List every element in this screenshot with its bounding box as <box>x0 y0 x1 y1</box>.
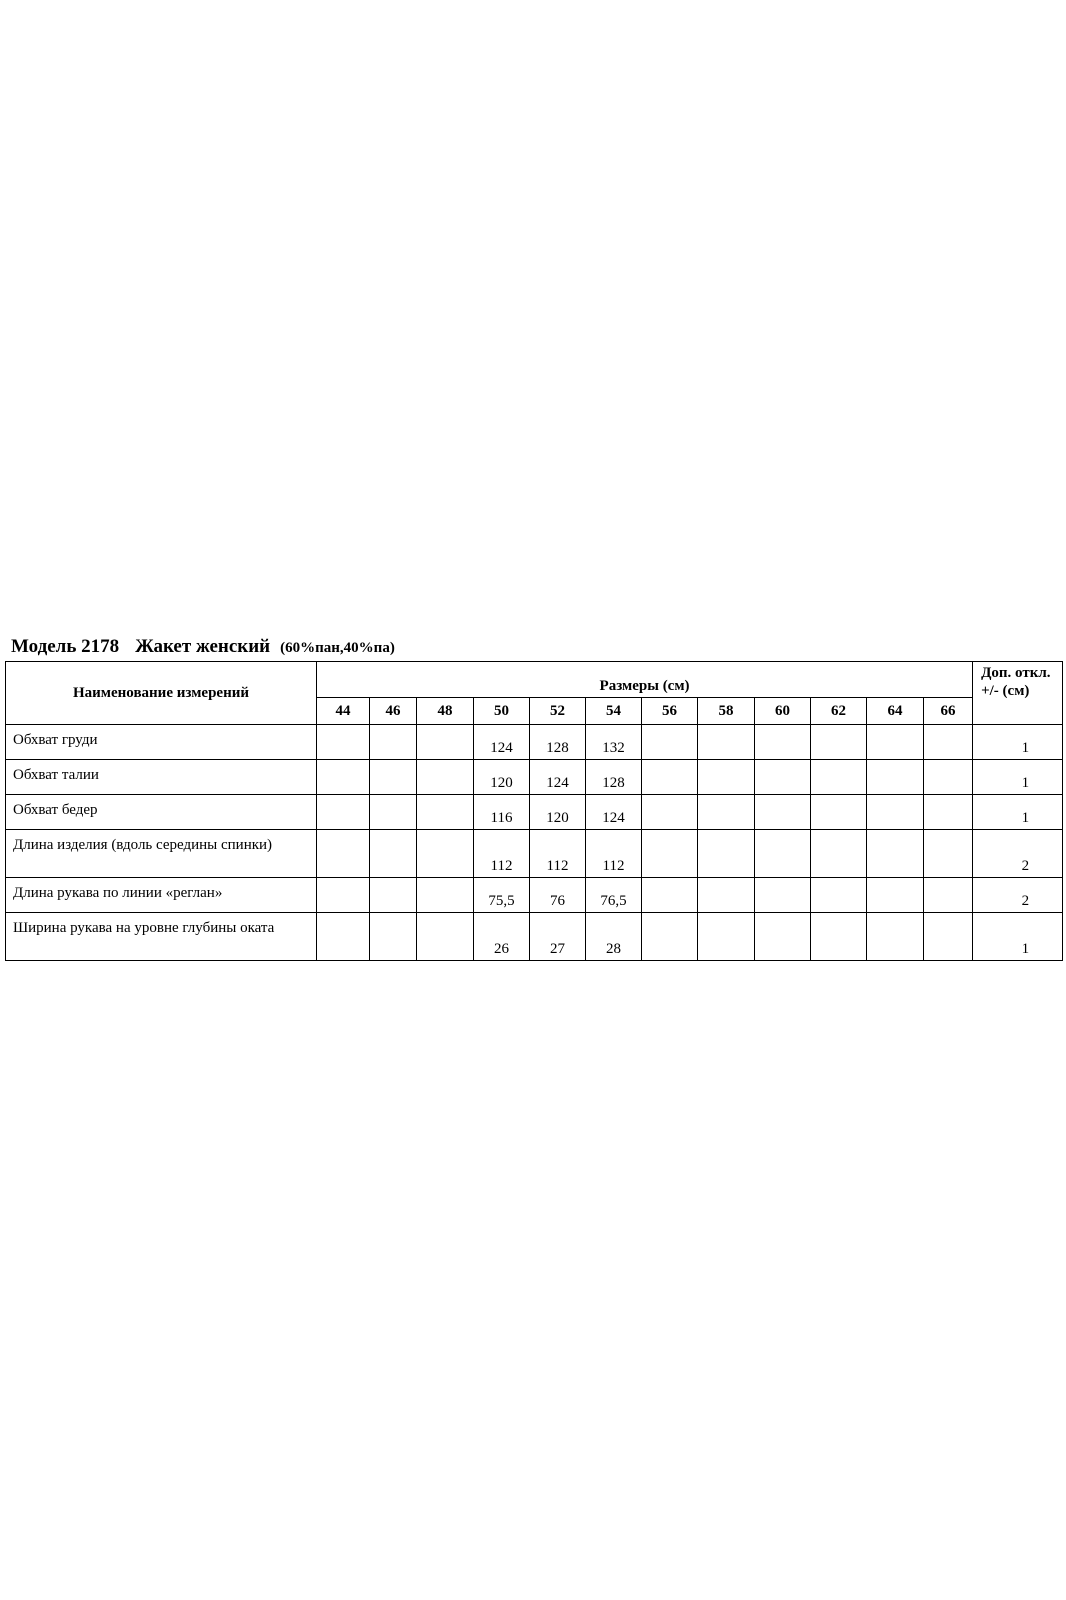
measurement-value-cell <box>924 725 973 760</box>
measurement-value-cell <box>417 830 474 878</box>
measurement-value-cell <box>755 795 811 830</box>
size-header-cell: 44 <box>317 698 370 725</box>
measurement-value-cell <box>317 913 370 961</box>
measurement-value-cell <box>698 830 755 878</box>
measurement-value-cell <box>698 913 755 961</box>
measurement-value-cell <box>867 878 924 913</box>
tolerance-value-cell: 1 <box>973 760 1063 795</box>
size-header-cell: 52 <box>530 698 586 725</box>
size-header-cell: 48 <box>417 698 474 725</box>
measurement-value-cell <box>698 878 755 913</box>
tolerance-value-cell: 1 <box>973 795 1063 830</box>
table-row <box>6 913 1063 961</box>
measurement-value-cell <box>698 725 755 760</box>
model-number: Модель 2178 <box>11 636 120 657</box>
measurement-value-cell <box>924 795 973 830</box>
page-title <box>11 636 395 658</box>
measurement-value-cell <box>867 725 924 760</box>
measurement-value-cell <box>811 913 867 961</box>
measurement-value-cell <box>867 760 924 795</box>
measurement-value-cell <box>867 830 924 878</box>
measurement-value-cell <box>867 795 924 830</box>
measurement-value-cell <box>417 725 474 760</box>
measurement-label: Обхват талии <box>6 760 317 795</box>
measurement-value-cell <box>642 760 698 795</box>
measurement-value-cell <box>811 878 867 913</box>
size-header-cell: 54 <box>586 698 642 725</box>
measurement-value-cell <box>642 795 698 830</box>
measurement-value-cell <box>811 760 867 795</box>
size-chart-table <box>5 661 1063 961</box>
size-header-cell: 64 <box>867 698 924 725</box>
measurement-value-cell: 124 <box>586 795 642 830</box>
measurement-value-cell <box>317 795 370 830</box>
measurement-value-cell <box>755 913 811 961</box>
measurement-value-cell <box>924 913 973 961</box>
measurement-value-cell: 76 <box>530 878 586 913</box>
measurement-value-cell: 132 <box>586 725 642 760</box>
measurement-value-cell: 128 <box>530 725 586 760</box>
measurement-value-cell <box>755 830 811 878</box>
measurement-value-cell <box>317 830 370 878</box>
measurement-value-cell <box>924 878 973 913</box>
table-row <box>6 760 1063 795</box>
size-header-cell: 66 <box>924 698 973 725</box>
measurement-value-cell <box>417 760 474 795</box>
measurement-value-cell: 112 <box>474 830 530 878</box>
measurement-value-cell: 76,5 <box>586 878 642 913</box>
table-row <box>6 725 1063 760</box>
sizes-header: Размеры (см) <box>317 662 973 698</box>
measurement-value-cell <box>317 760 370 795</box>
measurement-name-header: Наименование измерений <box>6 662 317 725</box>
measurement-value-cell: 124 <box>530 760 586 795</box>
measurement-label: Обхват груди <box>6 725 317 760</box>
measurement-value-cell <box>924 760 973 795</box>
measurement-value-cell: 26 <box>474 913 530 961</box>
measurement-value-cell <box>642 830 698 878</box>
measurement-value-cell: 128 <box>586 760 642 795</box>
fabric-composition: (60%пан,40%па) <box>280 640 395 656</box>
measurement-value-cell <box>642 913 698 961</box>
size-header-cell: 58 <box>698 698 755 725</box>
measurement-value-cell <box>370 760 417 795</box>
measurement-value-cell <box>417 913 474 961</box>
measurement-value-cell: 116 <box>474 795 530 830</box>
measurement-value-cell <box>642 878 698 913</box>
measurement-label: Ширина рукава на уровне глубины оката <box>6 913 317 961</box>
measurement-value-cell: 124 <box>474 725 530 760</box>
measurement-value-cell <box>698 760 755 795</box>
product-name: Жакет женский <box>135 636 271 657</box>
measurement-value-cell <box>370 913 417 961</box>
tolerance-value-cell: 2 <box>973 878 1063 913</box>
measurement-label: Обхват бедер <box>6 795 317 830</box>
size-header-cell: 50 <box>474 698 530 725</box>
measurement-value-cell <box>755 725 811 760</box>
measurement-value-cell <box>811 725 867 760</box>
size-header-cell: 56 <box>642 698 698 725</box>
size-header-cell: 60 <box>755 698 811 725</box>
measurement-value-cell: 120 <box>530 795 586 830</box>
measurement-value-cell <box>417 878 474 913</box>
table-row <box>6 795 1063 830</box>
measurement-value-cell <box>755 878 811 913</box>
measurement-value-cell: 112 <box>586 830 642 878</box>
measurement-value-cell <box>370 878 417 913</box>
measurement-label: Длина изделия (вдоль середины спинки) <box>6 830 317 878</box>
tolerance-value-cell: 1 <box>973 913 1063 961</box>
measurement-value-cell <box>698 795 755 830</box>
size-header-cell: 46 <box>370 698 417 725</box>
measurement-value-cell <box>755 760 811 795</box>
measurement-value-cell: 120 <box>474 760 530 795</box>
table-row <box>6 830 1063 878</box>
measurement-value-cell <box>811 830 867 878</box>
measurement-value-cell <box>370 725 417 760</box>
measurement-value-cell <box>811 795 867 830</box>
measurement-label: Длина рукава по линии «реглан» <box>6 878 317 913</box>
measurement-value-cell: 75,5 <box>474 878 530 913</box>
measurement-value-cell <box>370 795 417 830</box>
measurement-value-cell <box>317 878 370 913</box>
measurement-value-cell: 27 <box>530 913 586 961</box>
tolerance-value-cell: 2 <box>973 830 1063 878</box>
measurement-value-cell <box>317 725 370 760</box>
measurement-value-cell: 28 <box>586 913 642 961</box>
table-row <box>6 878 1063 913</box>
measurement-value-cell: 112 <box>530 830 586 878</box>
size-header-cell: 62 <box>811 698 867 725</box>
tolerance-header: Доп. откл. +/- (см) <box>973 662 1063 725</box>
measurement-value-cell <box>417 795 474 830</box>
measurement-value-cell <box>867 913 924 961</box>
measurement-value-cell <box>642 725 698 760</box>
measurement-value-cell <box>924 830 973 878</box>
tolerance-value-cell: 1 <box>973 725 1063 760</box>
measurement-value-cell <box>370 830 417 878</box>
